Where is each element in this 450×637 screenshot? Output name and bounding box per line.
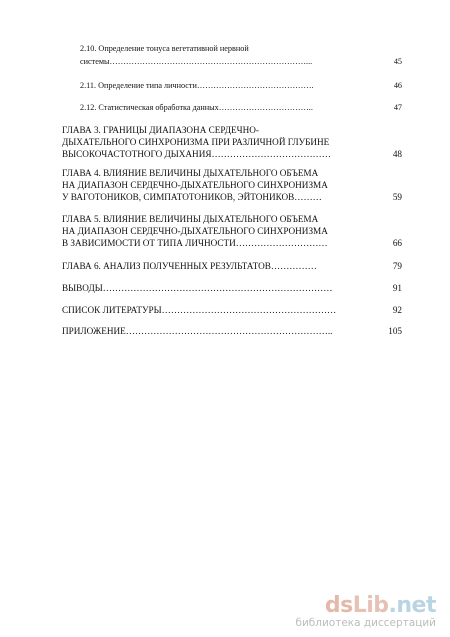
toc-entry-title-line: У ВАГОТОНИКОВ, СИМПАТОТОНИКОВ, ЭЙТОНИКОВ……… [62, 192, 322, 202]
dslib-watermark [286, 593, 436, 629]
toc-entry-conclusions [62, 282, 402, 294]
toc-entry-chapter-5 [62, 213, 402, 249]
toc-entry-title-line: ВЫВОДЫ………………………………………………………………… [62, 283, 333, 293]
logo-part-net: .net [388, 593, 436, 618]
toc-page-number: 92 [392, 305, 402, 315]
toc-page-number: 45 [393, 56, 402, 66]
toc-entry-2-10 [80, 43, 402, 68]
toc-entry-references [62, 304, 402, 316]
toc-entry-chapter-4 [62, 167, 402, 203]
toc-page-number: 48 [392, 149, 402, 159]
toc-entry-title-line: В ЗАВИСИМОСТИ ОТ ТИПА ЛИЧНОСТИ………………………… [62, 238, 328, 248]
watermark-subtitle: библиотека диссертаций [295, 617, 436, 629]
toc-page-number: 59 [392, 192, 402, 202]
toc-entry-title-line: НА ДИАПАЗОН СЕРДЕЧНО-ДЫХАТЕЛЬНОГО СИНХРОНИЗМА [62, 180, 328, 190]
toc-page-number: 105 [388, 326, 402, 336]
toc-entry-title-line: ДЫХАТЕЛЬНОГО СИНХРОНИЗМА ПРИ РАЗЛИЧНОЙ ГЛУБИНЕ [62, 137, 330, 147]
toc-entry-appendix [62, 325, 402, 337]
toc-page-number: 66 [392, 238, 402, 248]
toc-entry-title-line: ПРИЛОЖЕНИЕ………………………………………………………….. [62, 326, 333, 336]
toc-page-number: 79 [392, 261, 402, 271]
logo-part-ds: ds [324, 593, 353, 618]
toc-entry-chapter-3 [62, 124, 402, 160]
logo-part-lib: Lib [352, 593, 389, 618]
toc-page-number: 46 [393, 81, 402, 90]
toc-entry-title-line: 2.11. Определение типа личности……………………………………. [80, 81, 314, 90]
toc-entry-title-line: 2.10. Определение тонуса вегетативной нервной [80, 44, 249, 53]
toc-entry-chapter-6 [62, 260, 402, 272]
toc-entry-title-line: ВЫСОКОЧАСТОТНОГО ДЫХАНИЯ………………………………… [62, 149, 331, 159]
toc-entry-title-line: ГЛАВА 4. ВЛИЯНИЕ ВЕЛИЧИНЫ ДЫХАТЕЛЬНОГО ОБЪЕМА [62, 168, 319, 178]
toc-entry-title-line: ГЛАВА 5. ВЛИЯНИЕ ВЕЛИЧИНЫ ДЫХАТЕЛЬНОГО ОБЪЕМА [62, 214, 319, 224]
toc-page-number: 91 [392, 283, 402, 293]
toc-entry-title-line: СПИСОК ЛИТЕРАТУРЫ………………………………………………… [62, 305, 337, 315]
toc-entry-title-line: ГЛАВА 3. ГРАНИЦЫ ДИАПАЗОНА СЕРДЕЧНО- [62, 125, 259, 135]
toc-entry-title-line: системы………………………………………………………………... [80, 56, 313, 66]
toc-entry-2-12 [80, 102, 402, 115]
toc-page-number: 47 [393, 103, 402, 112]
dslib-logo [325, 593, 436, 618]
toc-entry-title-line: НА ДИАПАЗОН СЕРДЕЧНО-ДЫХАТЕЛЬНОГО СИНХРОНИЗМА [62, 226, 328, 236]
toc-entry-title-line: 2.12. Статистическая обработка данных…………………………….. [80, 103, 313, 112]
toc-entry-title-line: ГЛАВА 6. АНАЛИЗ ПОЛУЧЕННЫХ РЕЗУЛЬТАТОВ…………… [62, 261, 317, 271]
toc-entry-2-11 [80, 80, 402, 93]
